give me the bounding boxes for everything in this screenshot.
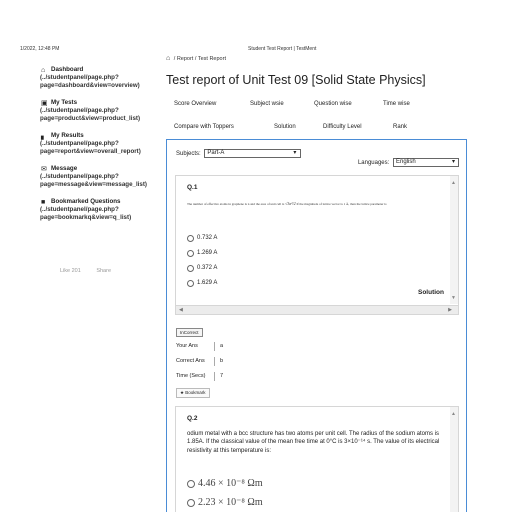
question-card-2 — [175, 406, 459, 512]
question-card-1 — [175, 175, 459, 315]
option-label: 0.372 A — [197, 265, 218, 271]
answer-options — [187, 231, 217, 291]
print-page-title: Student Test Report | TestMent — [248, 46, 317, 52]
share-button[interactable]: Share — [96, 268, 112, 274]
breadcrumb — [166, 55, 226, 62]
sidebar-item-label: Dashboard — [51, 66, 84, 73]
time-row — [176, 369, 223, 384]
time-value: 7 — [220, 373, 224, 379]
sidebar-item-message[interactable] — [40, 165, 180, 189]
sidebar-item-bookmarked-questions[interactable] — [40, 198, 180, 222]
tests-icon: ▣ — [41, 100, 48, 107]
breadcrumb-current: Test Report — [197, 56, 226, 62]
page-title: Test report of Unit Test 09 [Solid State Physics] — [166, 73, 426, 87]
bookmark-button[interactable]: ★ Bookmark — [176, 388, 210, 398]
scroll-left-icon[interactable]: ◀ — [179, 307, 183, 313]
tab-time-wise[interactable]: Time wise — [383, 101, 410, 107]
sidebar-item-label: Bookmarked Questions — [51, 198, 121, 205]
answer-option[interactable] — [187, 261, 217, 276]
your-answer-value: a — [220, 343, 224, 349]
scroll-down-icon[interactable]: ▼ — [451, 295, 456, 301]
scroll-right-icon[interactable]: ▶ — [448, 307, 452, 313]
sidebar-item-url[interactable]: (../studentpanel/page.php?page=bookmarkq&view=q_list) — [40, 206, 132, 221]
sidebar — [40, 66, 180, 231]
print-timestamp: 1/2022, 12:48 PM — [20, 46, 60, 52]
your-answer-label: Your Ans — [176, 342, 215, 351]
bookmark-icon: ■ — [41, 199, 46, 206]
answer-option[interactable] — [187, 276, 217, 291]
tab-question-wise[interactable]: Question wise — [314, 101, 352, 107]
question-text-part-b: If the magnitude of lattice vector is 1 Å, then the lattice parameter is — [296, 202, 387, 206]
answer-option[interactable] — [187, 474, 263, 493]
correct-answer-value: b — [220, 358, 224, 364]
subjects-label: Subjects: — [176, 151, 201, 158]
breadcrumb-separator: / — [173, 56, 177, 62]
sidebar-item-label: Message — [51, 165, 78, 172]
sidebar-item-url[interactable]: (../studentpanel/page.php?page=product&view=product_list) — [40, 107, 141, 122]
languages-label: Languages: — [357, 160, 390, 167]
radio-button[interactable] — [187, 280, 194, 287]
radio-button[interactable] — [187, 480, 195, 488]
answer-summary — [176, 339, 223, 384]
answer-option[interactable] — [187, 231, 217, 246]
breadcrumb-report[interactable]: Report — [176, 56, 194, 62]
tab-score-overview[interactable]: Score Overview — [174, 101, 217, 107]
solution-panel — [166, 139, 467, 512]
sidebar-item-url[interactable]: (../studentpanel/page.php?page=report&view=overall_report) — [40, 140, 141, 155]
print-header — [0, 46, 512, 56]
solution-link[interactable]: Solution — [418, 289, 444, 296]
radio-button[interactable] — [187, 265, 194, 272]
languages-selected-value: English — [396, 159, 416, 165]
sidebar-item-label: My Tests — [51, 99, 78, 106]
option-label: 0.732 A — [197, 235, 218, 241]
chevron-down-icon: ▾ — [293, 150, 297, 156]
option-label: 1.269 A — [197, 250, 218, 256]
tab-solution[interactable]: Solution — [274, 124, 296, 130]
like-button[interactable]: Like 201 — [60, 268, 81, 274]
home-icon[interactable]: ⌂ — [166, 55, 171, 62]
radio-button[interactable] — [187, 250, 194, 257]
your-answer-row — [176, 339, 223, 354]
languages-select[interactable] — [393, 158, 459, 167]
sidebar-item-my-results[interactable] — [40, 132, 180, 156]
answer-option[interactable] — [187, 493, 263, 512]
sidebar-item-my-tests[interactable] — [40, 99, 180, 123]
envelope-icon: ✉ — [41, 166, 47, 173]
question-number: Q.2 — [187, 415, 198, 422]
question-text — [187, 199, 449, 209]
tab-difficulty-level[interactable]: Difficulty Level — [323, 124, 362, 130]
option-label: 1.629 A — [197, 280, 218, 286]
chevron-down-icon: ▾ — [451, 159, 455, 165]
bar-chart-icon: ▖ — [41, 133, 47, 140]
question-formula: √3a²/2 — [285, 201, 296, 206]
question-text-part-a: The number of effective atoms in graphene is n and the area of unit cell is — [187, 202, 285, 206]
subjects-select[interactable] — [204, 149, 301, 158]
sidebar-item-url[interactable]: (../studentpanel/page.php?page=dashboard&view=overview) — [40, 74, 140, 89]
tab-rank[interactable]: Rank — [393, 124, 408, 130]
social-tools — [60, 268, 125, 274]
scroll-up-icon[interactable]: ▲ — [451, 180, 456, 186]
tab-subject-wise[interactable]: Subject wsie — [250, 101, 284, 107]
correct-answer-label: Correct Ans — [176, 357, 215, 366]
sidebar-item-dashboard[interactable] — [40, 66, 180, 90]
correct-answer-row — [176, 354, 223, 369]
status-badge: InCorrect — [176, 328, 203, 337]
radio-button[interactable] — [187, 235, 194, 242]
scroll-up-icon[interactable]: ▲ — [451, 411, 456, 417]
horizontal-scrollbar[interactable] — [175, 305, 459, 315]
time-label: Time (Secs) — [176, 372, 215, 381]
radio-button[interactable] — [187, 499, 195, 507]
home-icon: ⌂ — [41, 67, 46, 74]
vertical-scrollbar[interactable] — [450, 407, 458, 512]
vertical-scrollbar[interactable] — [450, 176, 458, 304]
option-label: 2.23 × 10⁻⁸ Ωm — [198, 497, 263, 508]
subjects-filter — [176, 149, 301, 158]
languages-filter — [358, 158, 459, 167]
question-number: Q.1 — [187, 184, 198, 191]
question-text: odium metal with a bcc structure has two atoms per unit cell. The radius of the sodium atoms is 1.85A. If the classical value of the mean free time at 0°C is 3×10⁻¹⁴ s. The value of its electrical resistivity at this temperature is: — [187, 431, 440, 454]
breadcrumb-separator: / — [194, 56, 198, 62]
subjects-selected-value: Part-A — [207, 150, 225, 156]
sidebar-item-label: My Results — [51, 132, 84, 139]
tab-compare-with-toppers[interactable]: Compare with Toppers — [174, 124, 234, 130]
answer-option[interactable] — [187, 246, 217, 261]
sidebar-item-url[interactable]: (../studentpanel/page.php?page=message&view=message_list) — [40, 173, 147, 188]
option-label: 4.46 × 10⁻⁸ Ωm — [198, 478, 263, 489]
answer-options — [187, 474, 263, 512]
